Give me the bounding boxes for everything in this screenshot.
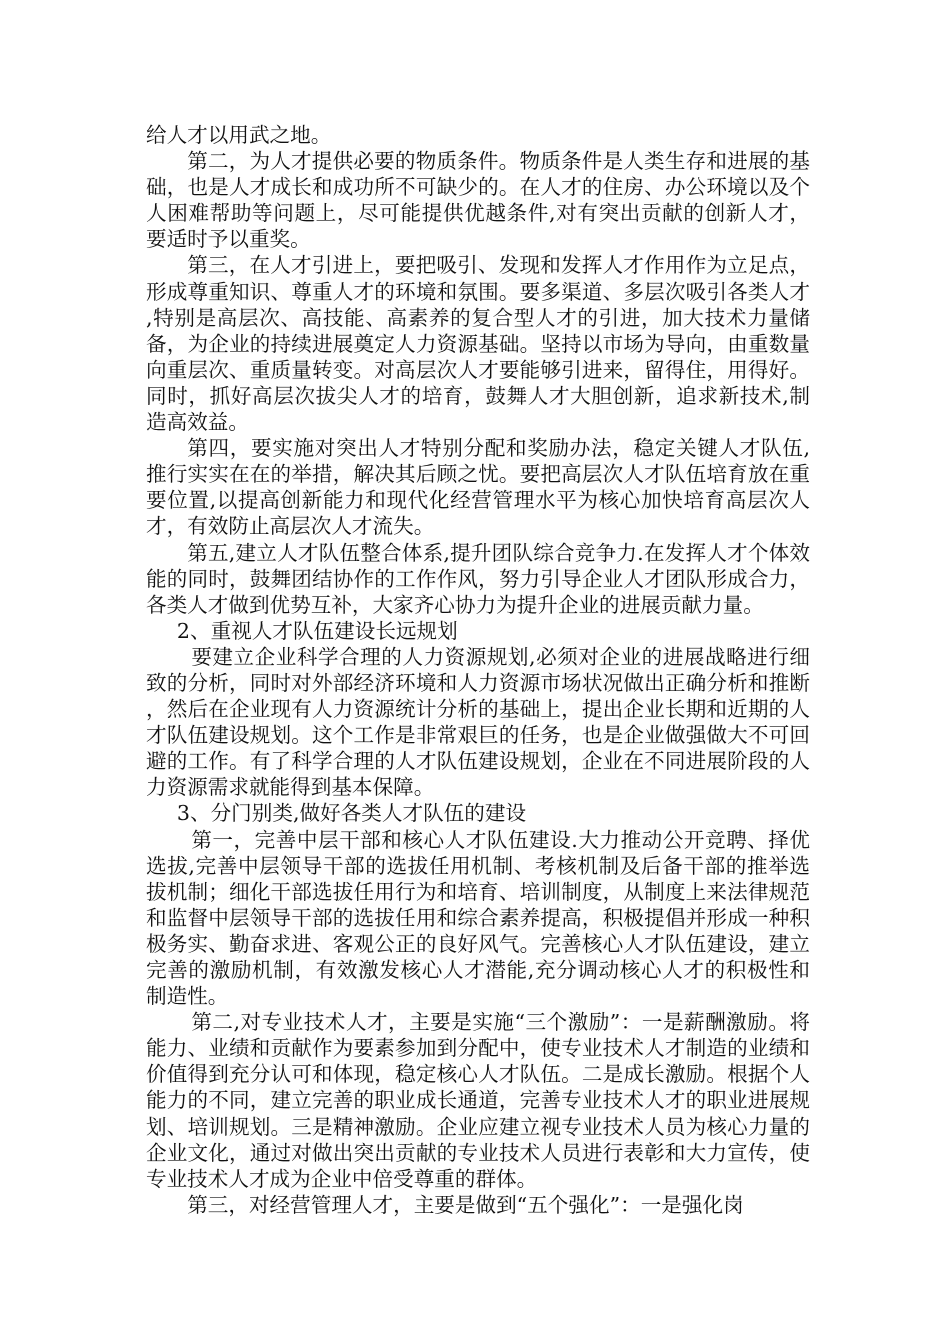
paragraph-hr-planning: 要建立企业科学合理的人力资源规划,必须对企业的进展战略进行细致的分析，同时对外部经济环境和人力资源市场状况做出正确分析和推断，然后在企业现有人力资源统计分析的基础上，提出企业长期和近期的人才队伍建设规划。这个工作是非常艰巨的任务，也是企业做强做大不可回避的工作。有了科学合理的人才队伍建设规划，企业在不同进展阶段的人力资源需求就能得到基本保障。	[146, 644, 810, 800]
document-page	[146, 122, 810, 1218]
paragraph-talent-introduction: 第三，在人才引进上，要把吸引、发现和发挥人才作用作为立足点，形成尊重知识、尊重人才的环境和氛围。要多渠道、多层次吸引各类人才,特别是高层次、高技能、高素养的复合型人才的引进，加大技术力量储备，为企业的持续进展奠定人力资源基础。坚持以市场为导向，由重数量向重层次、重质量转变。对高层次人才要能够引进来，留得住，用得好。同时，抓好高层次拔尖人才的培育，鼓舞人才大胆创新，追求新技术,制造高效益。	[146, 253, 810, 435]
paragraph-material-conditions: 第二，为人才提供必要的物质条件。物质条件是人类生存和进展的基础，也是人才成长和成功所不可缺少的。在人才的住房、办公环境以及个人困难帮助等问题上，尽可能提供优越条件,对有突出贡献的创新人才，要适时予以重奖。	[146, 149, 810, 252]
paragraph-middle-cadres: 第一，完善中层干部和核心人才队伍建设.大力推动公开竞聘、择优选拔,完善中层领导干部的选拔任用机制、考核机制及后备干部的推举选拔机制；细化干部选拔任用行为和培育、培训制度，从制度上来法律规范和监督中层领导干部的选拔任用和综合素养提高，积极提倡并形成一种积极务实、勤奋求进、客观公正的良好风气。完善核心人才队伍建设，建立完善的激励机制，有效激发核心人才潜能,充分调动核心人才的积极性和制造性。	[146, 827, 810, 1009]
paragraph-technical-talent: 第二,对专业技术人才，主要是实施“三个激励”：一是薪酬激励。将能力、业绩和贡献作为要素参加到分配中，使专业技术人才制造的业绩和价值得到充分认可和体现，稳定核心人才队伍。二是成长激励。根据个人能力的不同，建立完善的职业成长通道，完善专业技术人才的职业进展规划、培训规划。三是精神激励。企业应建立视专业技术人员为核心力量的企业文化，通过对做出突出贡献的专业技术人员进行表彰和大力宣传，使专业技术人才成为企业中倍受尊重的群体。	[146, 1010, 810, 1191]
paragraph-continuation: 给人才以用武之地。	[146, 123, 332, 147]
paragraph-special-rewards: 第四，要实施对突出人才特别分配和奖励办法，稳定关键人才队伍,推行实实在在的举措，解决其后顾之忧。要把高层次人才队伍培育放在重要位置,以提高创新能力和现代化经营管理水平为核心加快培育高层次人才，有效防止高层次人才流失。	[146, 436, 810, 539]
section-heading-3: 3、分门别类,做好各类人才队伍的建设	[176, 801, 527, 826]
section-heading-2: 2、重视人才队伍建设长远规划	[176, 618, 458, 643]
paragraph-management-talent: 第三，对经营管理人才，主要是做到“五个强化”：一是强化岗	[187, 1192, 744, 1217]
paragraph-team-integration: 第五,建立人才队伍整合体系,提升团队综合竞争力.在发挥人才个体效能的同时，鼓舞团结协作的工作作风，努力引导企业人才团队形成合力，各类人才做到优势互补，大家齐心协力为提升企业的进展贡献力量。	[146, 540, 810, 617]
